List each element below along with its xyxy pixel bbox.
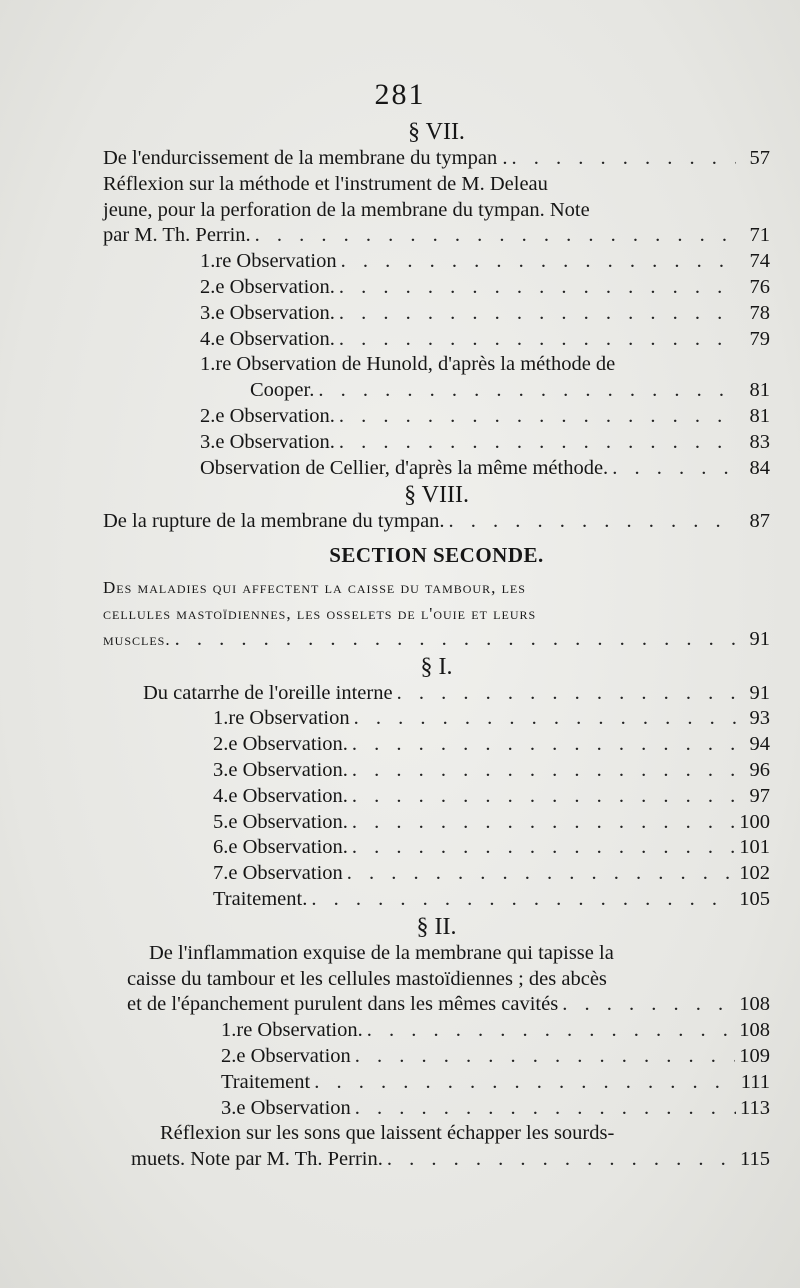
- entry-title: 3.e Observation.: [213, 758, 348, 781]
- entry-text-line: De l'inflammation exquise de la membrane qui tapisse la: [149, 941, 614, 964]
- entry-page: 83: [749, 430, 770, 453]
- toc-entry: [103, 992, 770, 1018]
- toc-entry: [103, 275, 770, 301]
- leader-dots: [511, 146, 736, 172]
- entry-page: 81: [749, 404, 770, 427]
- entry-page: 71: [749, 224, 770, 247]
- entry-page: 100: [739, 810, 770, 833]
- entry-title: Traitement: [221, 1070, 311, 1093]
- entry-title: et de l'épanchement purulent dans les mêmes cavités: [127, 993, 559, 1016]
- entry-title: par M. Th. Perrin.: [103, 224, 251, 247]
- toc-entry: [103, 249, 770, 275]
- entry-title: muscles.: [103, 629, 171, 649]
- entry-page: 91: [749, 681, 770, 704]
- entry-title: Du catarrhe de l'oreille interne: [143, 681, 393, 704]
- leader-dots: [341, 249, 736, 275]
- toc-entry: [103, 627, 770, 653]
- toc-entry: [103, 861, 770, 887]
- page-number: 281: [374, 78, 426, 111]
- entry-title: 3.e Observation.: [200, 301, 335, 324]
- section-heading-vii: § VII.: [408, 119, 465, 145]
- entry-title: Cooper.: [250, 379, 315, 402]
- leader-dots: [339, 301, 736, 327]
- leader-dots: [352, 758, 736, 784]
- entry-page: 109: [739, 1044, 770, 1067]
- leader-dots: [314, 1070, 736, 1096]
- entry-title: De l'endurcissement de la membrane du tympan .: [103, 147, 508, 169]
- entry-page: 76: [749, 275, 770, 298]
- leader-dots: [449, 509, 736, 535]
- toc-entry: [103, 456, 770, 482]
- leader-dots: [339, 404, 736, 430]
- entry-text-line: caisse du tambour et les cellules mastoïdiennes ; des abcès: [127, 967, 607, 990]
- entry-page: 111: [740, 1070, 770, 1093]
- toc-entry: [103, 706, 770, 732]
- entry-title: 1.re Observation: [200, 250, 337, 273]
- entry-page: 57: [749, 147, 770, 169]
- entry-text-line: Réflexion sur la méthode et l'instrument de M. Deleau: [103, 172, 548, 195]
- toc-entry: [103, 887, 770, 913]
- leader-dots: [175, 627, 736, 653]
- entry-title: 2.e Observation.: [200, 275, 335, 298]
- leader-dots: [562, 992, 735, 1018]
- toc-entry: [103, 404, 770, 430]
- toc-entry: [103, 509, 770, 535]
- entry-title: 1.re Observation.: [221, 1019, 363, 1042]
- leader-dots: [355, 1096, 736, 1122]
- toc-entry: [103, 1018, 770, 1044]
- toc-entry: [103, 146, 770, 172]
- toc-entry: [103, 835, 770, 861]
- entry-title: Traitement.: [213, 887, 308, 910]
- entry-title: 1.re Observation: [213, 707, 350, 730]
- entry-page: 79: [749, 327, 770, 350]
- entry-page: 94: [749, 733, 770, 756]
- entry-page: 115: [740, 1148, 770, 1171]
- leader-dots: [355, 1044, 735, 1070]
- section-heading-ii: § II.: [416, 913, 457, 940]
- leader-dots: [612, 456, 736, 482]
- entry-page: 74: [749, 250, 770, 273]
- entry-page: 91: [749, 627, 770, 650]
- entry-page: 108: [739, 1019, 770, 1042]
- toc-entry: [103, 681, 770, 707]
- entry-title: 4.e Observation.: [213, 784, 348, 807]
- entry-title: 7.e Observation: [213, 862, 343, 885]
- entry-title: De la rupture de la membrane du tympan.: [103, 510, 445, 533]
- toc-entry: [103, 1147, 770, 1173]
- entry-page: 84: [749, 456, 770, 479]
- toc-entry: [103, 784, 770, 810]
- toc-entry: [103, 327, 770, 353]
- table-of-contents: [103, 118, 770, 1173]
- toc-entry: [103, 1044, 770, 1070]
- toc-entry: [103, 430, 770, 456]
- entry-text-line: jeune, pour la perforation de la membrane du tympan. Note: [103, 198, 590, 221]
- entry-page: 108: [739, 993, 770, 1016]
- entry-title: 3.e Observation.: [200, 430, 335, 453]
- leader-dots: [347, 861, 735, 887]
- entry-title: 2.e Observation.: [200, 404, 335, 427]
- entry-title: 5.e Observation.: [213, 810, 348, 833]
- entry-text-line: 1.re Observation de Hunold, d'après la méthode de: [200, 353, 616, 376]
- entry-text-line: cellules mastoïdiennes, les osselets de l'ouie et leurs: [103, 603, 537, 623]
- entry-page: 96: [749, 758, 770, 781]
- leader-dots: [339, 327, 736, 353]
- leader-dots: [311, 887, 735, 913]
- leader-dots: [318, 378, 736, 404]
- leader-dots: [352, 810, 735, 836]
- leader-dots: [397, 681, 736, 707]
- leader-dots: [354, 706, 736, 732]
- toc-entry: [103, 1070, 770, 1096]
- toc-entry: [103, 378, 770, 404]
- leader-dots: [352, 835, 735, 861]
- leader-dots: [339, 430, 736, 456]
- section-heading-i: § I.: [420, 653, 453, 680]
- section-heading-viii: § VIII.: [404, 482, 469, 509]
- leader-dots: [387, 1147, 736, 1173]
- entry-text-line: Réflexion sur les sons que laissent échapper les sourds-: [160, 1122, 615, 1145]
- entry-title: Observation de Cellier, d'après la même méthode.: [200, 456, 609, 479]
- toc-entry: [103, 223, 770, 249]
- toc-entry: [103, 810, 770, 836]
- toc-entry: [103, 301, 770, 327]
- entry-text-line: Des maladies qui affectent la caisse du tambour, les: [103, 578, 526, 598]
- entry-page: 113: [740, 1096, 770, 1119]
- entry-title: 2.e Observation: [221, 1044, 351, 1067]
- leader-dots: [352, 732, 736, 758]
- entry-page: 93: [749, 707, 770, 730]
- leader-dots: [339, 275, 736, 301]
- entry-page: 101: [739, 836, 770, 859]
- leader-dots: [255, 223, 736, 249]
- entry-page: 102: [739, 862, 770, 885]
- entry-page: 105: [739, 887, 770, 910]
- entry-page: 81: [749, 379, 770, 402]
- entry-title: muets. Note par M. Th. Perrin.: [131, 1148, 383, 1171]
- entry-title: 2.e Observation.: [213, 733, 348, 756]
- toc-entry: [103, 1096, 770, 1122]
- entry-title: 3.e Observation: [221, 1096, 351, 1119]
- leader-dots: [367, 1018, 736, 1044]
- entry-page: 87: [749, 510, 770, 533]
- toc-entry: [103, 732, 770, 758]
- section-seconde-heading: SECTION SECONDE.: [329, 543, 544, 568]
- entry-title: 6.e Observation.: [213, 836, 348, 859]
- toc-entry: [103, 758, 770, 784]
- entry-title: 4.e Observation.: [200, 327, 335, 350]
- entry-page: 78: [749, 301, 770, 324]
- leader-dots: [352, 784, 736, 810]
- entry-page: 97: [749, 784, 770, 807]
